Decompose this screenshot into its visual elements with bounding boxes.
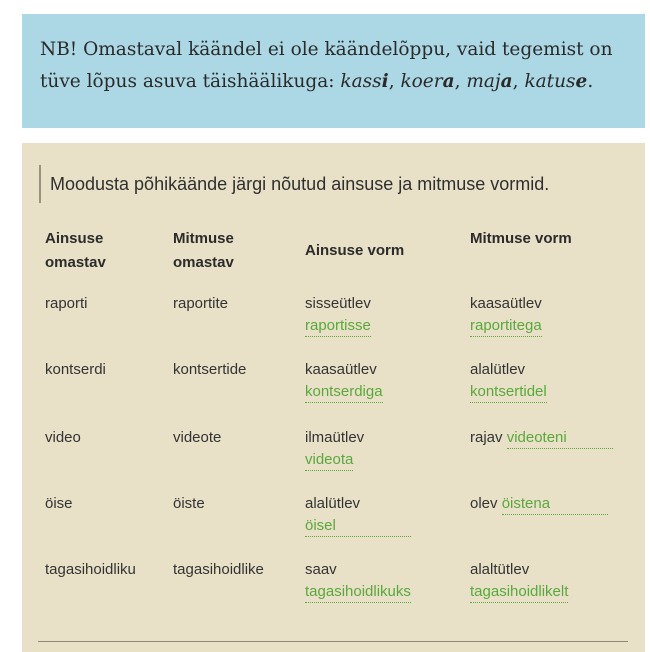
table-cell-plural-form — [470, 493, 608, 515]
table-cell-singular-form — [305, 359, 383, 403]
table-cell-plural-form — [470, 559, 568, 603]
header-singular-genitive: Ainsuse omastav — [45, 230, 106, 271]
table-cell-plural-genitive: raportite — [173, 295, 229, 312]
case-label: ilmaütlev — [305, 429, 365, 446]
header-plural-genitive: Mitmuse omastav — [173, 230, 234, 271]
case-label: olev — [470, 495, 498, 512]
table-cell-singular-form — [305, 493, 411, 537]
case-label: kaasaütlev — [305, 361, 377, 378]
case-label: alaltütlev — [470, 561, 530, 578]
answer-field[interactable]: öistena — [502, 493, 608, 515]
table-cell-plural-form — [470, 293, 542, 337]
answer-field[interactable]: videota — [305, 449, 353, 471]
case-label: alalütlev — [470, 361, 526, 378]
example-word: maja — [466, 71, 513, 92]
table-cell-plural-form — [470, 359, 547, 403]
answer-field[interactable]: raportisse — [305, 315, 371, 337]
example-word: katuse — [524, 71, 588, 92]
answer-field[interactable]: raportitega — [470, 315, 542, 337]
table-cell-singular-form — [305, 293, 371, 337]
table-cell-singular-genitive: raporti — [45, 295, 88, 312]
note-line-1: NB! Omastaval käändel ei ole käändelõppu, vaid tegemist on — [40, 39, 613, 60]
case-label: sisseütlev — [305, 295, 371, 312]
table-cell-plural-genitive: tagasihoidlike — [173, 561, 264, 578]
answer-field[interactable]: videoteni — [507, 427, 613, 449]
table-cell-plural-form — [470, 427, 613, 449]
table-cell-plural-genitive: kontsertide — [173, 361, 247, 378]
exercise-panel — [22, 143, 645, 652]
case-label: kaasaütlev — [470, 295, 542, 312]
table-cell-singular-genitive: öise — [45, 495, 73, 512]
table-cell-singular-genitive: tagasihoidliku — [45, 561, 136, 578]
case-label: alalütlev — [305, 495, 361, 512]
case-label: rajav — [470, 429, 503, 446]
answer-field[interactable]: kontsertidel — [470, 381, 547, 403]
exercise-instruction: Moodusta põhikäände järgi nõutud ainsuse ja mitmuse vormid. — [39, 165, 549, 203]
note-line-2: tüve lõpus asuva täishäälikuga: kassi, koera, maja, katuse. — [40, 71, 594, 92]
header-plural-form: Mitmuse vorm — [470, 230, 572, 247]
divider — [38, 641, 628, 642]
answer-field[interactable]: tagasihoidlikelt — [470, 581, 568, 603]
example-word: koera — [400, 71, 455, 92]
table-cell-singular-form — [305, 559, 411, 603]
table-cell-plural-genitive: öiste — [173, 495, 205, 512]
grammar-note — [22, 14, 645, 128]
note-line-2-prefix: tüve lõpus asuva täishäälikuga: — [40, 71, 341, 92]
table-cell-plural-genitive: videote — [173, 429, 222, 446]
answer-field[interactable]: öisel — [305, 515, 411, 537]
case-label: saav — [305, 561, 337, 578]
answer-field[interactable]: tagasihoidlikuks — [305, 581, 411, 603]
table-cell-singular-genitive: video — [45, 429, 81, 446]
table-cell-singular-form — [305, 427, 364, 471]
example-word: kassi — [340, 71, 389, 92]
table-cell-singular-genitive: kontserdi — [45, 361, 106, 378]
header-singular-form: Ainsuse vorm — [305, 242, 405, 259]
answer-field[interactable]: kontserdiga — [305, 381, 383, 403]
